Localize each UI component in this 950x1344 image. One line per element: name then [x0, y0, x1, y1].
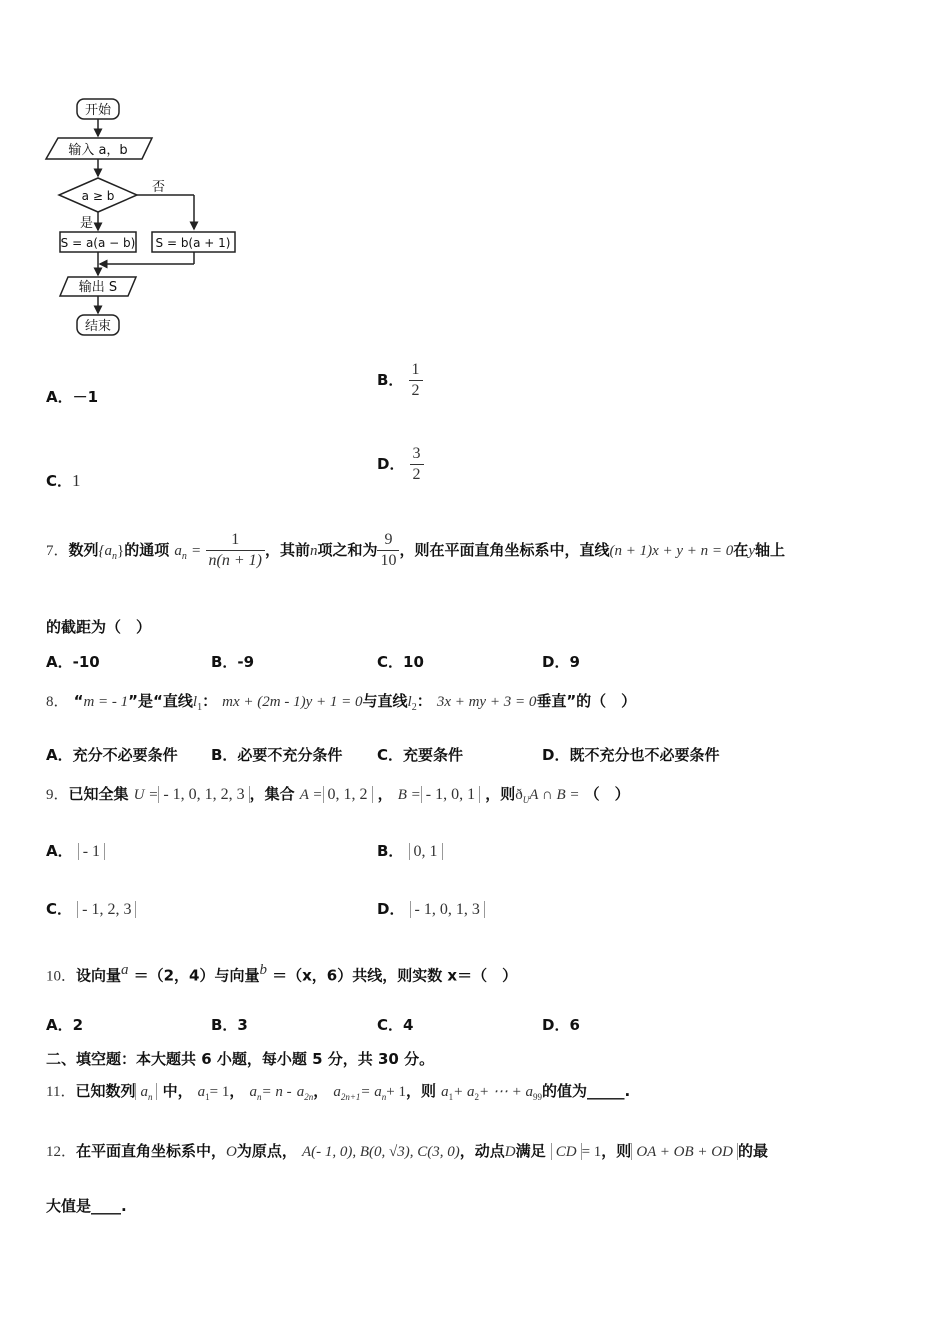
q7-option-c[interactable]: C．10: [377, 653, 424, 671]
q6-option-c[interactable]: [46, 470, 81, 491]
section-heading: 二、填空题：本大题共 6 小题，每小题 5 分，共 30 分。: [46, 1050, 435, 1068]
flow-yes-text: S = a(a − b): [60, 236, 136, 250]
flow-end-text: 结束: [84, 319, 112, 334]
q7-option-a[interactable]: A．-10: [46, 653, 100, 671]
q10-option-b[interactable]: B．3: [211, 1016, 248, 1034]
q6-option-d[interactable]: [377, 444, 424, 485]
flow-yes-label: 是: [80, 216, 94, 231]
option-set: - 1: [78, 843, 105, 860]
answer-blank[interactable]: ____: [91, 1197, 122, 1215]
option-value: 1: [72, 471, 81, 490]
option-label: A．: [46, 388, 73, 406]
q9-option-d[interactable]: [377, 898, 485, 919]
flow-no-label: 否: [152, 180, 166, 195]
q9-stem: 9．已知全集 U = - 1, 0, 1, 2, 3 ，集合 A = 0, 1, 2 ， B = - 1, 0, 1 ，则$ð_UA$ ∩ B = （ ）: [46, 785, 630, 806]
option-label: D．: [377, 900, 405, 918]
q11-stem: 11．已知数列 $a_n$ 中， $a_1= 1$， $a_n= n - a_{2n}$， $a_{2n+1}= a_n+ 1$，则 $a_1+ a_2+$ ⋯ + $a_{99}$的值为_____.: [46, 1082, 631, 1103]
flow-no-text: S = b(a + 1): [155, 236, 231, 250]
flowchart: [40, 92, 260, 342]
option-fraction: $\frac{1}{2}$: [409, 360, 423, 401]
q9-option-c[interactable]: [46, 898, 136, 919]
flow-condition-text: a ≥ b: [81, 189, 115, 203]
answer-blank[interactable]: _____: [587, 1082, 625, 1100]
q7-option-d[interactable]: D．9: [542, 653, 580, 671]
q8-option-d[interactable]: D．既不充分也不必要条件: [542, 746, 720, 764]
q7-general-term: $\frac{1}{n(n + 1)}$: [206, 530, 265, 571]
option-label: C．: [46, 472, 73, 490]
option-label: C．: [46, 900, 73, 918]
option-set: - 1, 0, 1, 3: [410, 901, 485, 918]
q10-option-d[interactable]: D．6: [542, 1016, 580, 1034]
option-fraction: $\frac{3}{2}$: [410, 444, 424, 485]
option-value: －1: [72, 388, 99, 406]
q9-option-b[interactable]: [377, 840, 443, 861]
q9-option-a[interactable]: [46, 840, 105, 861]
q8-option-b[interactable]: B．必要不充分条件: [211, 746, 343, 764]
q8-option-c[interactable]: C．充要条件: [377, 746, 464, 764]
option-label: B．: [377, 371, 404, 389]
q10-option-c[interactable]: C．4: [377, 1016, 414, 1034]
abs-sum: OA + OB + OD: [631, 1143, 738, 1160]
q10-option-a[interactable]: A．2: [46, 1016, 84, 1034]
set-b: - 1, 0, 1: [421, 786, 480, 803]
flow-start-text: 开始: [84, 103, 112, 118]
q6-option-b[interactable]: [377, 360, 423, 401]
q7-option-b[interactable]: B．-9: [211, 653, 255, 671]
q8-option-a[interactable]: A．充分不必要条件: [46, 746, 178, 764]
q8-stem: 8． “m = - 1”是“直线$l_1$： mx + (2m - 1)y + 1 = 0与直线$l_2$： 3x + my + 3 = 0垂直”的（ ）: [46, 692, 637, 714]
q7-stem-cont: 的截距为（ ）: [46, 618, 152, 636]
q7-sum: $\frac{9}{10}$: [377, 530, 399, 571]
q6-option-a[interactable]: [46, 386, 98, 407]
seq-braces: $a_n$: [135, 1083, 157, 1100]
option-label: D．: [377, 455, 405, 473]
option-set: - 1, 2, 3: [77, 901, 136, 918]
q12-stem: 12．在平面直角坐标系中，O为原点， A(- 1, 0), B(0, √3), C(3, 0)，动点D满足 CD = 1，则 OA + OB + OD 的最: [46, 1142, 768, 1160]
q10-stem: 10．设向量$^a$ ＝（2，4）与向量$^b$ ＝（x，6）共线，则实数 x＝（ ）: [46, 962, 518, 985]
option-label: B．: [377, 842, 404, 860]
flow-output-text: 输出 S: [78, 280, 118, 295]
option-label: A．: [46, 842, 73, 860]
q12-stem-cont: 大值是____.: [46, 1197, 127, 1215]
flow-input-text: 输入 a，b: [68, 143, 128, 158]
set-a: 0, 1, 2: [323, 786, 373, 803]
abs-cd: CD: [551, 1143, 582, 1160]
option-set: 0, 1: [409, 843, 443, 860]
q7-stem: 7．数列$\{a_n\}$的通项 $a_n$ = $\frac{1}{n(n + 1)}$ ，其前n项之和为 $\frac{9}{10}$ ，则在平面直角坐标系中，直线(n + 1)x + y + n = 0在y轴上: [46, 531, 785, 569]
set-u: - 1, 0, 1, 2, 3: [158, 786, 249, 803]
